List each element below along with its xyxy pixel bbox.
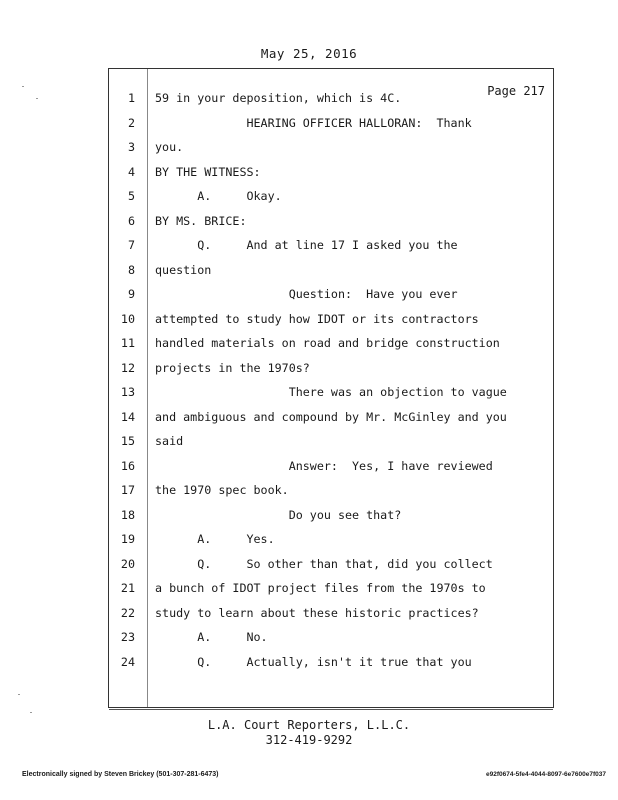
line-number: 15 [120,434,135,448]
transcript-line [109,211,555,231]
transcript-line [109,260,555,280]
scan-speck [22,86,24,87]
transcript-line [109,358,555,378]
line-text: attempted to study how IDOT or its contractors [155,311,479,326]
line-text: said [155,434,184,448]
page-number: Page 217 [487,84,545,98]
line-text: a bunch of IDOT project files from the 1970s to [155,581,486,595]
line-number: 9 [127,287,135,301]
line-number: 16 [120,458,135,473]
transcript-line [109,603,555,623]
line-text: A. Yes. [155,532,275,546]
transcript-line [109,480,555,500]
transcript-line [109,407,555,427]
line-number: 4 [127,164,135,179]
transcript-line [109,333,555,353]
scan-speck [36,98,38,99]
transcript-line [109,431,555,451]
line-text: A. Okay. [155,189,282,203]
line-number: 23 [120,630,135,644]
line-number: 22 [120,605,135,620]
line-text: HEARING OFFICER HALLORAN: Thank [155,115,472,130]
transcript-line [109,162,555,182]
line-number: 17 [120,483,135,497]
line-number: 5 [127,189,135,203]
transcript-line [109,235,555,255]
line-number: 20 [120,556,135,571]
line-number: 11 [120,336,135,350]
line-number: 21 [120,581,135,595]
line-number: 10 [120,311,135,326]
transcript-line [109,309,555,329]
electronic-signature: Electronically signed by Steven Brickey (501-307-281-6473) [22,771,219,778]
line-text: A. No. [155,630,268,644]
line-text: the 1970 spec book. [155,483,289,497]
transcript-line [109,554,555,574]
line-number: 6 [127,213,135,228]
line-number: 24 [120,654,135,669]
line-text: Do you see that? [155,507,402,522]
line-number: 18 [120,507,135,522]
court-reporter-name: L.A. Court Reporters, L.L.C. [207,718,411,732]
scan-speck [30,712,32,713]
transcript-line [109,627,555,647]
transcript-line [109,137,555,157]
transcript-line [109,652,555,672]
line-text: Q. So other than that, did you collect [155,556,493,571]
transcript-line [109,186,555,206]
line-number: 7 [127,238,135,252]
line-text: BY MS. BRICE: [155,213,247,228]
line-text: Question: Have you ever [155,287,458,301]
line-text: study to learn about these historic practices? [155,605,479,620]
line-number: 14 [120,409,135,424]
line-text: 59 in your deposition, which is 4C. [155,91,402,105]
line-number: 2 [127,115,135,130]
transcript-line [109,113,555,133]
line-text: Q. Actually, isn't it true that you [155,654,472,669]
deposition-date: May 25, 2016 [260,46,358,61]
transcript-line [109,505,555,525]
line-number: 3 [127,140,135,154]
line-number: 13 [120,385,135,399]
scan-speck [18,694,20,695]
line-number: 8 [127,262,135,277]
line-number: 12 [120,360,135,375]
transcript-line [109,578,555,598]
line-number: 19 [120,532,135,546]
line-text: projects in the 1970s? [155,360,310,375]
line-text: Q. And at line 17 I asked you the [155,238,458,252]
line-number: 1 [127,91,135,105]
transcript-line [109,284,555,304]
transcript-line [109,382,555,402]
transcript-line [109,456,555,476]
document-hash: e92f0674-5fe4-4044-8097-6e7600e7f037 [486,771,606,778]
court-reporter-phone: 312-419-9292 [265,733,353,747]
line-text: BY THE WITNESS: [155,164,261,179]
transcript-page [108,68,554,708]
line-text: question [155,262,212,277]
line-text: handled materials on road and bridge construction [155,336,500,350]
line-text: you. [155,140,184,154]
line-text: Answer: Yes, I have reviewed [155,458,493,473]
line-text: and ambiguous and compound by Mr. McGinley and you [155,409,507,424]
transcript-line [109,529,555,549]
transcript-line [109,88,555,108]
line-text: There was an objection to vague [155,385,507,399]
